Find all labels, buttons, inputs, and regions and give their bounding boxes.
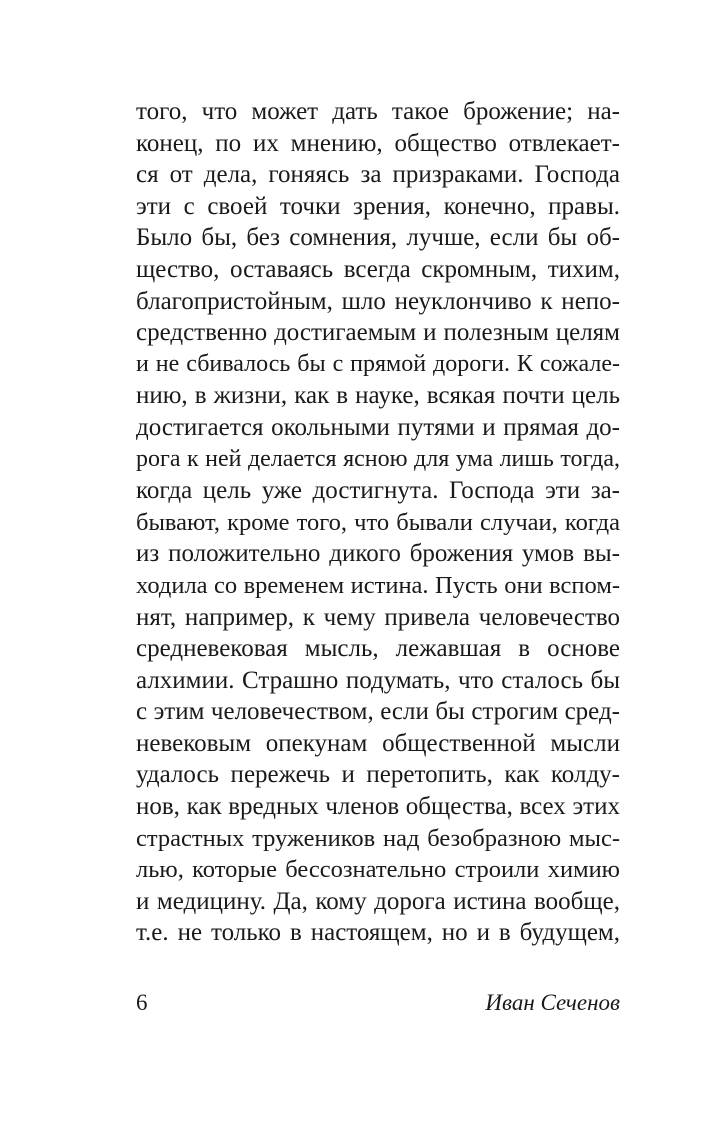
text-line: нят, например, к чему привела человечество	[136, 603, 620, 631]
text-line: и не сбивалось бы с прямой дороги. К сожале-	[136, 350, 620, 377]
text-line: лью, которые бессознательно строили химию	[136, 856, 620, 884]
text-line: когда цель уже достигнута. Господа эти за-	[136, 477, 620, 505]
text-line: щество, оставаясь всегда скромным, тихим,	[136, 255, 620, 283]
text-line: конец, по их мнению, общество отвлекает-	[136, 129, 620, 157]
text-line: Было бы, без сомнения, лучше, если бы об-	[136, 224, 620, 252]
text-line: того, что может дать такое брожение; на-	[136, 98, 620, 125]
text-line: страстных тружеников над безобразною мыс-	[136, 824, 620, 852]
text-line: т.е. не только в настоящем, но и в будущем,	[136, 919, 620, 947]
text-line: алхимии. Страшно подумать, что сталось бы	[136, 666, 620, 694]
text-line: рога к ней делается ясною для ума лишь тогда,	[136, 445, 620, 472]
text-line: нов, как вредных членов общества, всех этих	[136, 793, 620, 821]
running-author: Иван Сеченов	[485, 990, 620, 1015]
text-line: эти с своей точки зрения, конечно, правы.	[136, 192, 620, 220]
text-line: достигается окольными путями и прямая до-	[136, 413, 620, 441]
page-footer	[136, 990, 620, 1020]
body-text	[136, 96, 620, 949]
text-line: невековым опекунам общественной мысли	[136, 729, 620, 757]
text-line: нию, в жизни, как в науке, всякая почти цель	[136, 382, 620, 410]
page-number: 6	[136, 990, 148, 1015]
text-line: и медицину. Да, кому дорога истина вообще,	[136, 887, 620, 915]
text-line: ся от дела, гоняясь за призраками. Господа	[136, 161, 620, 189]
text-line: средневековая мысль, лежавшая в основе	[136, 635, 620, 663]
text-line: благопристойным, шло неуклончиво к непо-	[136, 287, 620, 315]
text-line: с этим человечеством, если бы строгим сред-	[136, 698, 620, 726]
text-line: из положительно дикого брожения умов вы-	[136, 540, 620, 568]
text-line: бывают, кроме того, что бывали случаи, когда	[136, 508, 620, 536]
text-line: удалось пережечь и перетопить, как колду-	[136, 761, 620, 789]
text-line: средственно достигаемым и полезным целям	[136, 319, 620, 347]
text-line: ходила со временем истина. Пусть они вспом-	[136, 571, 620, 599]
